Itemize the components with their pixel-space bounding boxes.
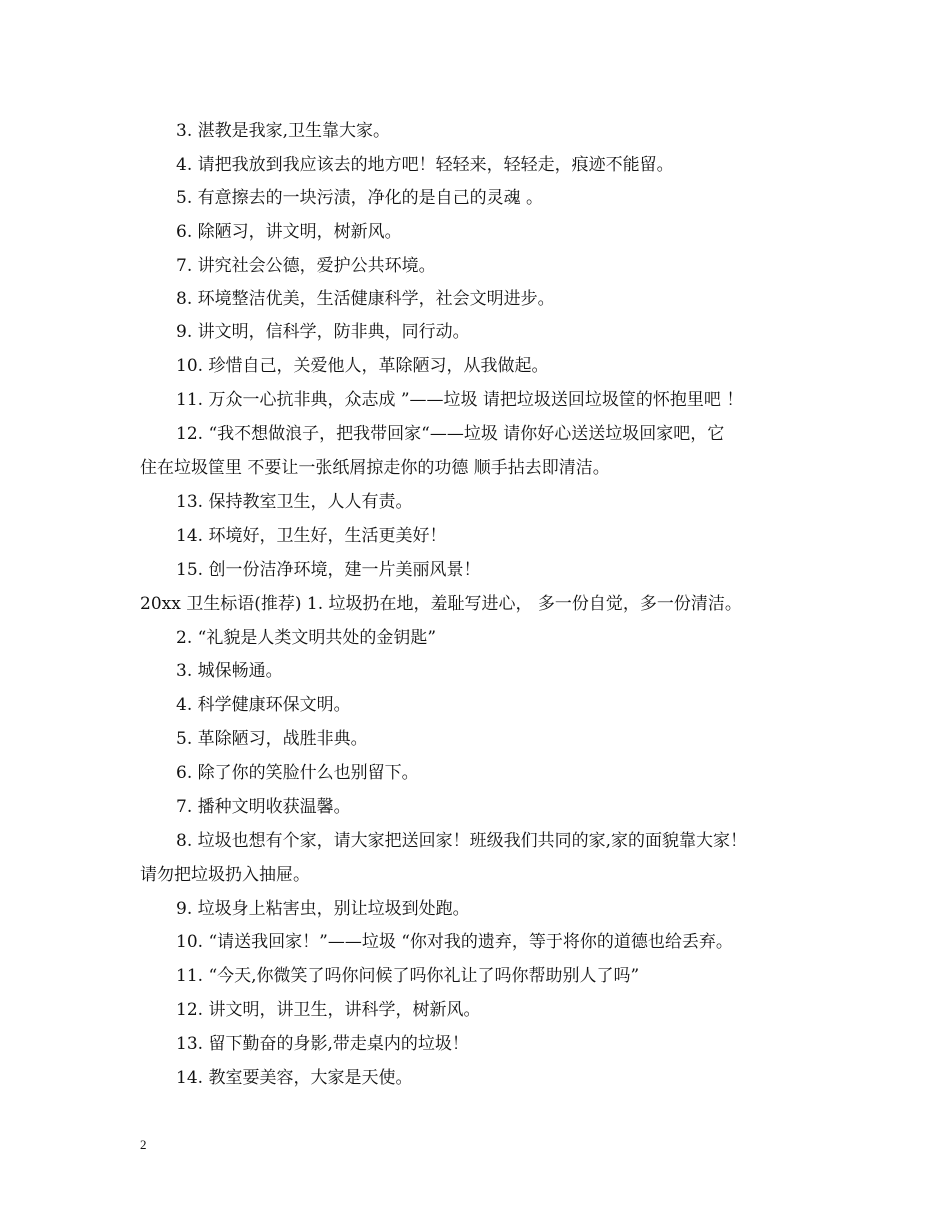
slogan-line-continuation: 请勿把垃圾扔入抽屉。 bbox=[140, 865, 310, 885]
slogan-line: 15. 创一份洁净环境，建一片美丽风景！ bbox=[176, 560, 481, 580]
slogan-line: 14. 教室要美容，大家是天使。 bbox=[176, 1068, 413, 1088]
slogan-line: 12. “我不想做浪子，把我带回家“——垃圾 请你好心送送垃圾回家吧，它 bbox=[176, 424, 725, 444]
slogan-line: 13. 保持教室卫生，人人有责。 bbox=[176, 492, 413, 512]
slogan-line: 9. 垃圾身上粘害虫，别让垃圾到处跑。 bbox=[176, 899, 470, 919]
slogan-line: 5. 革除陋习，战胜非典。 bbox=[176, 729, 368, 749]
slogan-line: 10. “请送我回家！”——垃圾 “你对我的遗弃，等于将你的道德也给丢弃。 bbox=[176, 932, 733, 952]
slogan-line: 3. 湛教是我家,卫生靠大家。 bbox=[176, 121, 391, 141]
slogan-line: 12. 讲文明，讲卫生，讲科学，树新风。 bbox=[176, 1000, 481, 1020]
slogan-line: 6. 除了你的笑脸什么也别留下。 bbox=[176, 763, 419, 783]
slogan-line: 7. 讲究社会公德，爱护公共环境。 bbox=[176, 256, 436, 276]
slogan-line: 11. 万众一心抗非典，众志成 ”——垃圾 请把垃圾送回垃圾筐的怀抱里吧 ！ bbox=[176, 390, 744, 410]
slogan-line: 8. 环境整洁优美，生活健康科学，社会文明进步。 bbox=[176, 289, 555, 309]
slogan-line: 9. 讲文明，信科学，防非典，同行动。 bbox=[176, 322, 470, 342]
slogan-line: 8. 垃圾也想有个家，请大家把送回家！班级我们共同的家,家的面貌靠大家！ bbox=[176, 831, 748, 851]
slogan-line: 14. 环境好，卫生好，生活更美好！ bbox=[176, 526, 447, 546]
slogan-line: 10. 珍惜自己，关爱他人，革除陋习，从我做起。 bbox=[176, 356, 549, 376]
slogan-line: 4. 科学健康环保文明。 bbox=[176, 695, 351, 715]
section-heading-line: 20xx 卫生标语(推荐) 1. 垃圾扔在地，羞耻写进心， 多一份自觉，多一份清洁。 bbox=[140, 594, 742, 614]
slogan-line: 4. 请把我放到我应该去的地方吧！轻轻来，轻轻走，痕迹不能留。 bbox=[176, 155, 674, 175]
slogan-line: 7. 播种文明收获温馨。 bbox=[176, 797, 351, 817]
slogan-line: 6. 除陋习，讲文明，树新风。 bbox=[176, 222, 402, 242]
slogan-line: 5. 有意擦去的一块污渍，净化的是自己的灵魂 。 bbox=[176, 188, 544, 208]
slogan-line: 11. “今天,你微笑了吗你问候了吗你礼让了吗你帮助别人了吗” bbox=[176, 966, 640, 986]
slogan-line: 2. “礼貌是人类文明共处的金钥匙” bbox=[176, 628, 437, 648]
page-number: 2 bbox=[140, 1137, 147, 1152]
slogan-line: 3. 城保畅通。 bbox=[176, 661, 283, 681]
slogan-line-continuation: 住在垃圾筐里 不要让一张纸屑掠走你的功德 顺手拈去即清洁。 bbox=[140, 458, 610, 478]
slogan-line: 13. 留下勤奋的身影,带走桌内的垃圾！ bbox=[176, 1034, 469, 1054]
